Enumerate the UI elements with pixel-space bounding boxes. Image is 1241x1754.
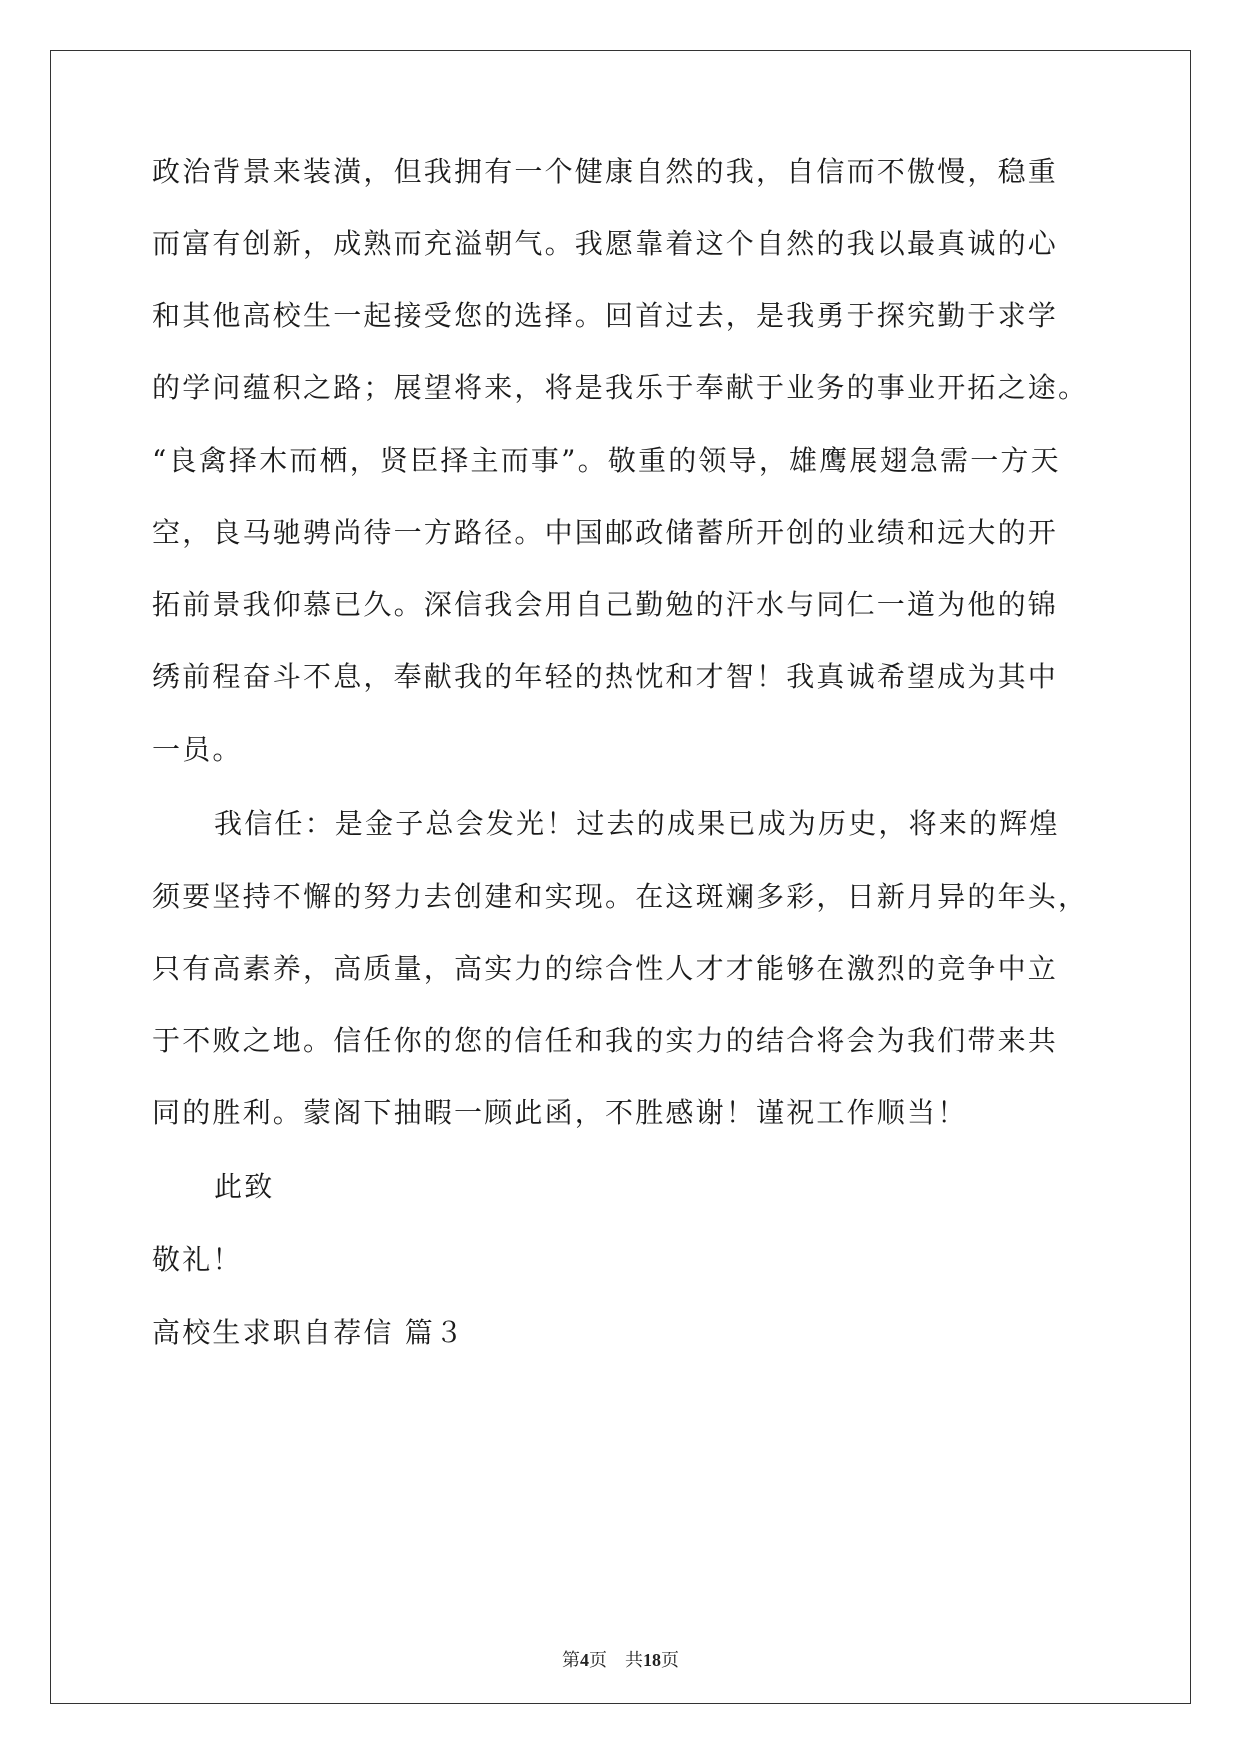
section-heading: 高校生求职自荐信 篇３: [152, 1316, 466, 1349]
footer-prefix: 第: [562, 1650, 580, 1671]
footer-suffix: 页: [661, 1650, 679, 1671]
closing-salutation: 此致: [214, 1170, 275, 1203]
text-line: 只有高素养，高质量，高实力的综合性人才才能够在激烈的竞争中立: [152, 952, 1059, 985]
paragraph-first-line: 我信任：是金子总会发光！过去的成果已成为历史，将来的辉煌: [214, 807, 1060, 840]
text-line: 和其他高校生一起接受您的选择。回首过去，是我勇于探究勤于求学: [152, 299, 1059, 332]
text-line: 政治背景来装潢，但我拥有一个健康自然的我，自信而不傲慢，稳重: [152, 155, 1059, 188]
text-line: 须要坚持不懈的努力去创建和实现。在这斑斓多彩，日新月异的年头，: [152, 880, 1089, 913]
text-line: 绣前程奋斗不息，奉献我的年轻的热忱和才智！我真诚希望成为其中: [152, 660, 1059, 693]
text-line: 于不败之地。信任你的您的信任和我的实力的结合将会为我们带来共: [152, 1024, 1059, 1057]
text-line: 的学问蕴积之路；展望将来，将是我乐于奉献于业务的事业开拓之途。: [152, 371, 1089, 404]
closing-regards: 敬礼！: [152, 1243, 243, 1276]
total-pages-number: 18: [643, 1650, 661, 1670]
page-footer: [0, 1648, 1241, 1673]
footer-middle: 页 共: [589, 1650, 643, 1671]
text-line: 而富有创新，成熟而充溢朝气。我愿靠着这个自然的我以最真诚的心: [152, 227, 1059, 260]
current-page-number: 4: [580, 1650, 589, 1670]
text-line: 拓前景我仰慕已久。深信我会用自己勤勉的汗水与同仁一道为他的锦: [152, 588, 1059, 621]
text-line: 空，良马驰骋尚待一方路径。中国邮政储蓄所开创的业绩和远大的开: [152, 516, 1059, 549]
text-line: 一员。: [152, 733, 243, 766]
text-line: “良禽择木而栖，贤臣择主而事”。敬重的领导，雄鹰展翅急需一方天: [152, 444, 1061, 477]
text-line: 同的胜利。蒙阁下抽暇一顾此函，不胜感谢！谨祝工作顺当！: [152, 1096, 968, 1129]
